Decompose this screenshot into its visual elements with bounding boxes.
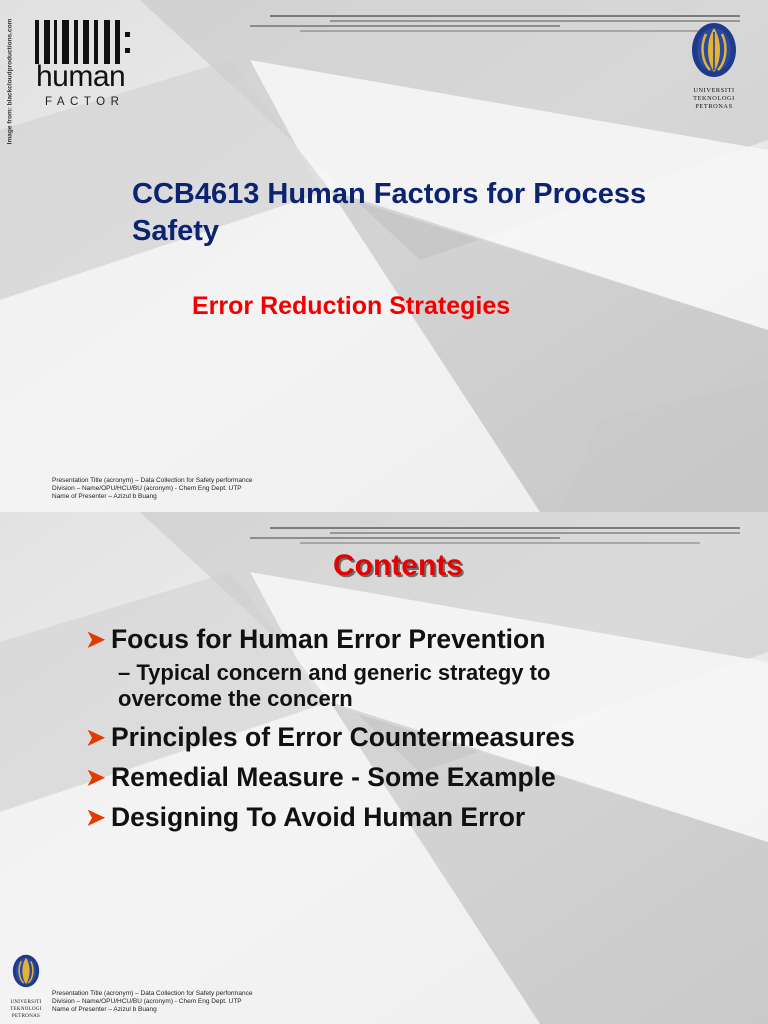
arrow-bullet-icon: ➤ [86, 626, 106, 652]
footer-line-3: Name of Presenter – Azizul b Buang [52, 493, 157, 500]
arrow-bullet-icon: ➤ [86, 804, 106, 830]
utp-logo-small [8, 948, 44, 1018]
utp-name-line-3: PETRONAS [11, 1014, 41, 1019]
list-item-label: Focus for Human Error Prevention [111, 624, 546, 654]
logo-word-factor: FACTOR [45, 96, 125, 108]
list-item-label: Remedial Measure - Some Example [111, 762, 556, 792]
slide-footer [52, 477, 253, 501]
list-subitem: – Typical concern and generic strategy to overcome the concern [118, 660, 551, 711]
contents-heading: Contents [333, 549, 463, 582]
list-item-label: Designing To Avoid Human Error [111, 802, 526, 832]
course-title: CCB4613 Human Factors for Process Safety [132, 178, 647, 247]
slide-subtitle: Error Reduction Strategies [192, 292, 511, 320]
utp-crest-icon [8, 948, 44, 994]
footer-line-1: Presentation Title (acronym) – Data Collection for Safety performance [52, 990, 253, 997]
contents-list [86, 624, 638, 842]
image-credit: Image from: blackcloudproductions.com [6, 18, 14, 145]
utp-logo [684, 20, 744, 110]
list-item [86, 722, 638, 752]
arrow-bullet-icon: ➤ [86, 764, 106, 790]
footer-line-1: Presentation Title (acronym) – Data Collection for Safety performance [52, 477, 253, 484]
footer-line-2: Division – Name/OPU/HCU/BU (acronym) - Chem Eng Dept. UTP [52, 998, 242, 1005]
utp-name-line-1: UNIVERSITI [10, 1000, 42, 1005]
utp-name-line-3: PETRONAS [695, 103, 733, 110]
utp-name [8, 999, 44, 1020]
list-item [86, 624, 638, 654]
utp-crest-icon [684, 20, 744, 80]
arrow-bullet-icon: ➤ [86, 724, 106, 750]
footer-line-3: Name of Presenter – Azizul b Buang [52, 1006, 157, 1013]
footer-line-2: Division – Name/OPU/HCU/BU (acronym) - Chem Eng Dept. UTP [52, 485, 242, 492]
list-item [86, 802, 638, 832]
utp-name-line-2: TEKNOLOGI [10, 1007, 42, 1012]
logo-word-human: human [36, 60, 126, 93]
list-item-label: Principles of Error Countermeasures [111, 722, 575, 752]
contents-slide [0, 512, 768, 1024]
human-factor-logo [32, 18, 142, 113]
utp-name-line-1: UNIVERSITI [693, 87, 735, 94]
slide-footer [52, 990, 253, 1014]
list-item [86, 762, 638, 792]
utp-name-line-2: TEKNOLOGI [693, 95, 735, 102]
utp-name [684, 87, 744, 111]
